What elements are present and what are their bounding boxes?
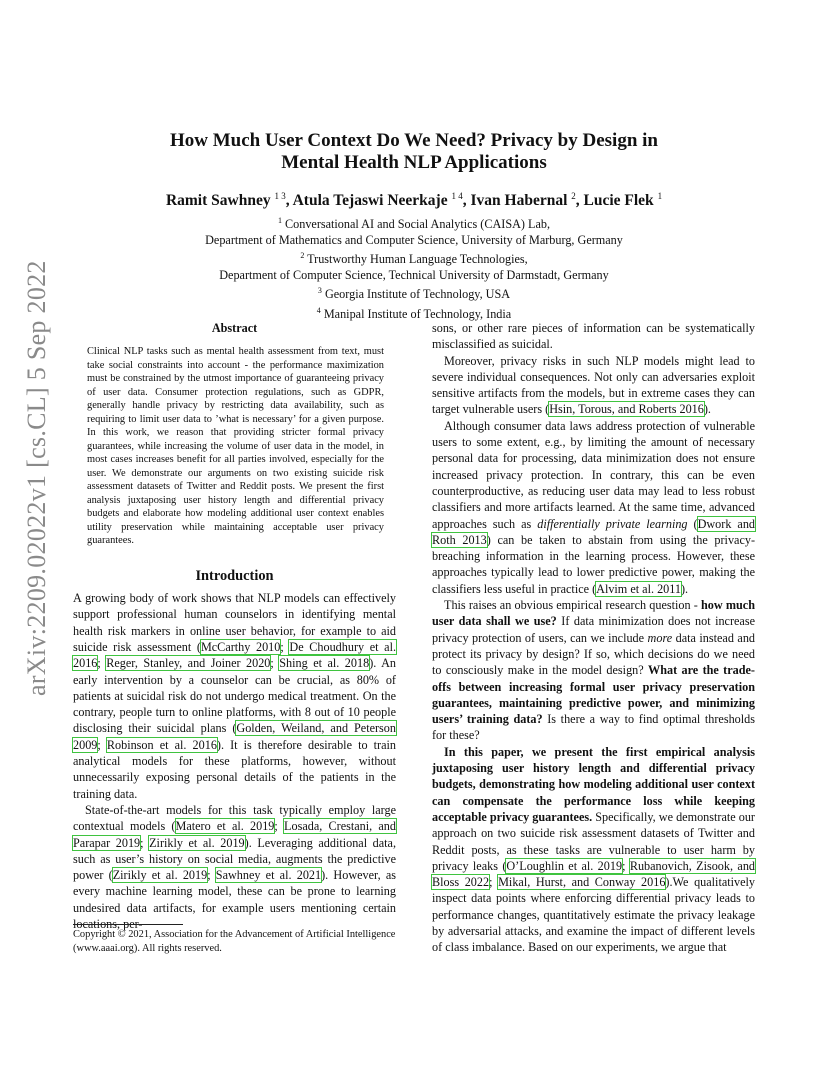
continued-paragraph: sons, or other rare pieces of information can be systematically misclassified as suicidal. (432, 321, 755, 352)
text-run: ; (97, 656, 107, 671)
text-run: ; (489, 875, 499, 890)
affiliation-list (70, 213, 758, 322)
right-paragraph-3 (432, 597, 755, 744)
right-paragraph-1 (432, 353, 755, 418)
author-name: Ramit Sawhney (165, 192, 271, 210)
author-affil-marker: 1 3 (274, 191, 286, 201)
emphasis-text: differentially private learning (537, 516, 688, 531)
introduction-heading: Introduction (195, 567, 274, 584)
text-run: Moreover, privacy risks in such NLP models might lead to severe individual consequences. Not only can adversaries exploit sensitive artifacts from the models, but in extreme cases they can target vulnerable users ( (432, 353, 755, 417)
citation-link[interactable]: Mikal, Hurst, and Conway 2016 (498, 875, 666, 890)
title-line-2: Mental Health NLP Applications (281, 152, 547, 173)
intro-paragraph-2 (73, 802, 396, 932)
text-run: This raises an obvious empirical research question - (444, 598, 701, 613)
affiliation-line (70, 233, 758, 249)
left-column (73, 320, 396, 932)
affil-text: Georgia Institute of Technology, USA (324, 287, 511, 302)
arxiv-identifier: arXiv:2209.02022v1 [cs.CL] 5 Sep 2022 (22, 260, 51, 696)
affiliation-line (70, 248, 758, 268)
text-run: ).We qualitatively inspect data points where enforcing differential privacy leads to performance changes, quantitatively estimate the privacy leakage by adversarial attacks, and examine the impact of different levels of class imbalance. Based on our experiments, we argue that (432, 875, 755, 955)
text-run: State-of-the-art models for this task typically employ large contextual models ( (73, 802, 396, 834)
text-run: ( (687, 516, 698, 531)
title-line-1: How Much User Context Do We Need? Privacy by Design in (170, 130, 658, 151)
bold-text: What are the trade-offs between increasing formal user privacy preservation guarantees, maintaining predictive power, and minimizing users’ training data? (432, 663, 755, 727)
affiliation-line (70, 283, 758, 303)
text-run: ; (97, 737, 107, 752)
footnote-rule (73, 924, 183, 925)
citation-link[interactable]: Dwork and Roth 2013 (432, 516, 756, 547)
emphasis-text: more (647, 630, 673, 645)
citation-link[interactable]: Shing et al. 2018 (279, 656, 370, 671)
right-column (432, 320, 755, 956)
text-run: ). However, as every machine learning model, these can be prone to learning undesired data artifacts, for example users mentioning certain locations, per- (73, 868, 396, 932)
author-affil-marker: 1 4 (451, 191, 463, 201)
author-affil-marker: 2 (571, 191, 576, 201)
affil-marker: 3 (317, 286, 322, 296)
bold-text: how much user data shall we use? (432, 598, 755, 629)
citation-link[interactable]: Robinson et al. 2016 (106, 737, 217, 752)
author-affil-marker: 1 (657, 191, 663, 201)
affil-marker: 1 (277, 216, 282, 225)
text-run: data instead and protect its privacy by design? If so, which decisions do we need to consciously make in the model design? (432, 630, 756, 678)
author-name: Ivan Habernal (470, 192, 568, 210)
citation-link[interactable]: Losada, Crestani, and Parapar 2019 (73, 819, 396, 850)
text-run: ). (681, 581, 689, 596)
text-run: If data minimization does not increase privacy protection of users, can we include (432, 614, 755, 645)
text-run: ; (274, 819, 285, 834)
text-run: ; (207, 868, 216, 883)
text-run: Specifically, we demonstrate our approach on two suicide risk assessment datasets of Twitter and Reddit posts, as these tasks are vulnerable to user harm by privacy leaks ( (432, 809, 755, 873)
citation-link[interactable]: De Choudhury et al. 2016 (73, 639, 397, 671)
text-run: Is there a way to find optimal thresholds for these? (432, 712, 755, 743)
citation-link[interactable]: Zirikly et al. 2019 (149, 835, 245, 850)
affil-text: Department of Mathematics and Computer Science, University of Marburg, Germany (205, 232, 623, 247)
author-name: Atula Tejaswi Neerkaje (292, 192, 448, 210)
citation-link[interactable]: Matero et al. 2019 (175, 819, 275, 834)
citation-link[interactable]: Zirikly et al. 2019 (112, 868, 208, 883)
affiliation-line (70, 213, 758, 233)
text-run: ; (270, 656, 280, 671)
affil-text: Manipal Institute of Technology, India (323, 306, 512, 321)
citation-link[interactable]: McCarthy 2010 (200, 639, 281, 654)
affil-text: Conversational AI and Social Analytics (CAISA) Lab, (285, 217, 551, 232)
abstract-heading: Abstract (211, 321, 258, 335)
text-run: ) can be taken to abstain from using the privacy-breaching information in the learning process. However, these approaches typically lead to lower predictive power, making the classifiers less useful in practice ( (432, 532, 756, 596)
citation-link[interactable]: O’Loughlin et al. 2019 (506, 858, 623, 873)
affil-text: Department of Computer Science, Technical University of Darmstadt, Germany (219, 267, 609, 282)
text-run: Although consumer data laws address protection of vulnerable users to some extent, e.g., by limiting the amount of necessary personal data for processing, data minimization does not ensure increased privacy protection. In contrary, this can be even counterproductive, as reducing user data may lead to less robust classifiers and more artifacts learned. At the same time, advanced approaches such as (432, 418, 755, 531)
citation-link[interactable]: Reger, Stanley, and Joiner 2020 (106, 656, 271, 671)
text-run: ; (140, 835, 150, 850)
author-list: Ramit Sawhney $^{1 3}$, Atula Tejaswi Neerkaje $^{1 4}$, Ivan Habernal $^2$, Lucie Flek $^1$ (165, 191, 663, 210)
copyright-footnote: Copyright © 2021, Association for the Advancement of Artificial Intelligence (www.aaai.org). All rights reserved. (73, 929, 396, 954)
citation-link[interactable]: Golden, Weiland, and Peterson 2009 (73, 721, 396, 752)
citation-link[interactable]: Alvim et al. 2011 (596, 581, 681, 596)
text-run: ). (703, 402, 711, 417)
paper-title (100, 130, 728, 174)
citation-link[interactable]: Hsin, Torous, and Roberts 2016 (549, 402, 704, 417)
affil-marker: 2 (300, 251, 305, 261)
text-run: A growing body of work shows that NLP models can effectively support professional human counselors in identifying mental health risk markers in online user behavior, for example to aid suicide risk assessment ( (73, 591, 396, 654)
right-paragraph-4 (432, 744, 755, 956)
text-run: ). An early intervention by a counselor can be crucial, as 80% of patients at suicidal risk do not undergo medical treatment. On the contrary, people turn to online platforms, with 8 out of 10 people disclosing their suicidal plans ( (73, 656, 396, 736)
affil-marker: 4 (316, 305, 321, 315)
text-run: ). It is therefore desirable to train analytical models for these platforms, however, without unnecessarily exposing personal details of the patients in the training data. (73, 737, 396, 801)
affiliation-line (70, 268, 758, 284)
bold-text: In this paper, we present the first empirical analysis juxtaposing user history length and differential privacy budgets, demonstrating how modeling additional user context can compensate the performance loss while keeping acceptable privacy guarantees. (432, 744, 755, 824)
text-run: ; (280, 639, 290, 654)
right-paragraph-2 (432, 418, 755, 597)
citation-link[interactable]: Rubanovich, Zisook, and Bloss 2022 (432, 858, 756, 890)
text-run: ). Leveraging additional data, such as user’s history on social media, augments the predictive power ( (73, 835, 397, 883)
text-run: ; (622, 858, 630, 873)
affil-text: Trustworthy Human Language Technologies, (307, 252, 528, 267)
intro-paragraph-1 (73, 590, 396, 802)
citation-link[interactable]: Sawhney et al. 2021 (215, 868, 322, 883)
abstract-text: Clinical NLP tasks such as mental health assessment from text, must take social constraints into account - the performance maximization must be constrained by the utmost importance of guaranteeing privacy of user data. Consumer protection regulations, such as GDPR, generally handle privacy by restricting data availability, such as requiring to limit user data to ’what is necessary’ for a given purpose. In this work, we reason that providing stricter formal privacy guarantees, while increasing the volume of user data in the model, in most cases increases benefit for all parties involved, especially for the user. We demonstrate our arguments on two existing suicide risk assessment datasets of Twitter and Reddit posts. We present the first analysis juxtaposing user history length and differential privacy budgets and elaborate how modeling additional user context enables utility preservation while maintaining acceptable user privacy guarantees. (87, 346, 384, 547)
author-name: Lucie Flek (583, 192, 654, 210)
